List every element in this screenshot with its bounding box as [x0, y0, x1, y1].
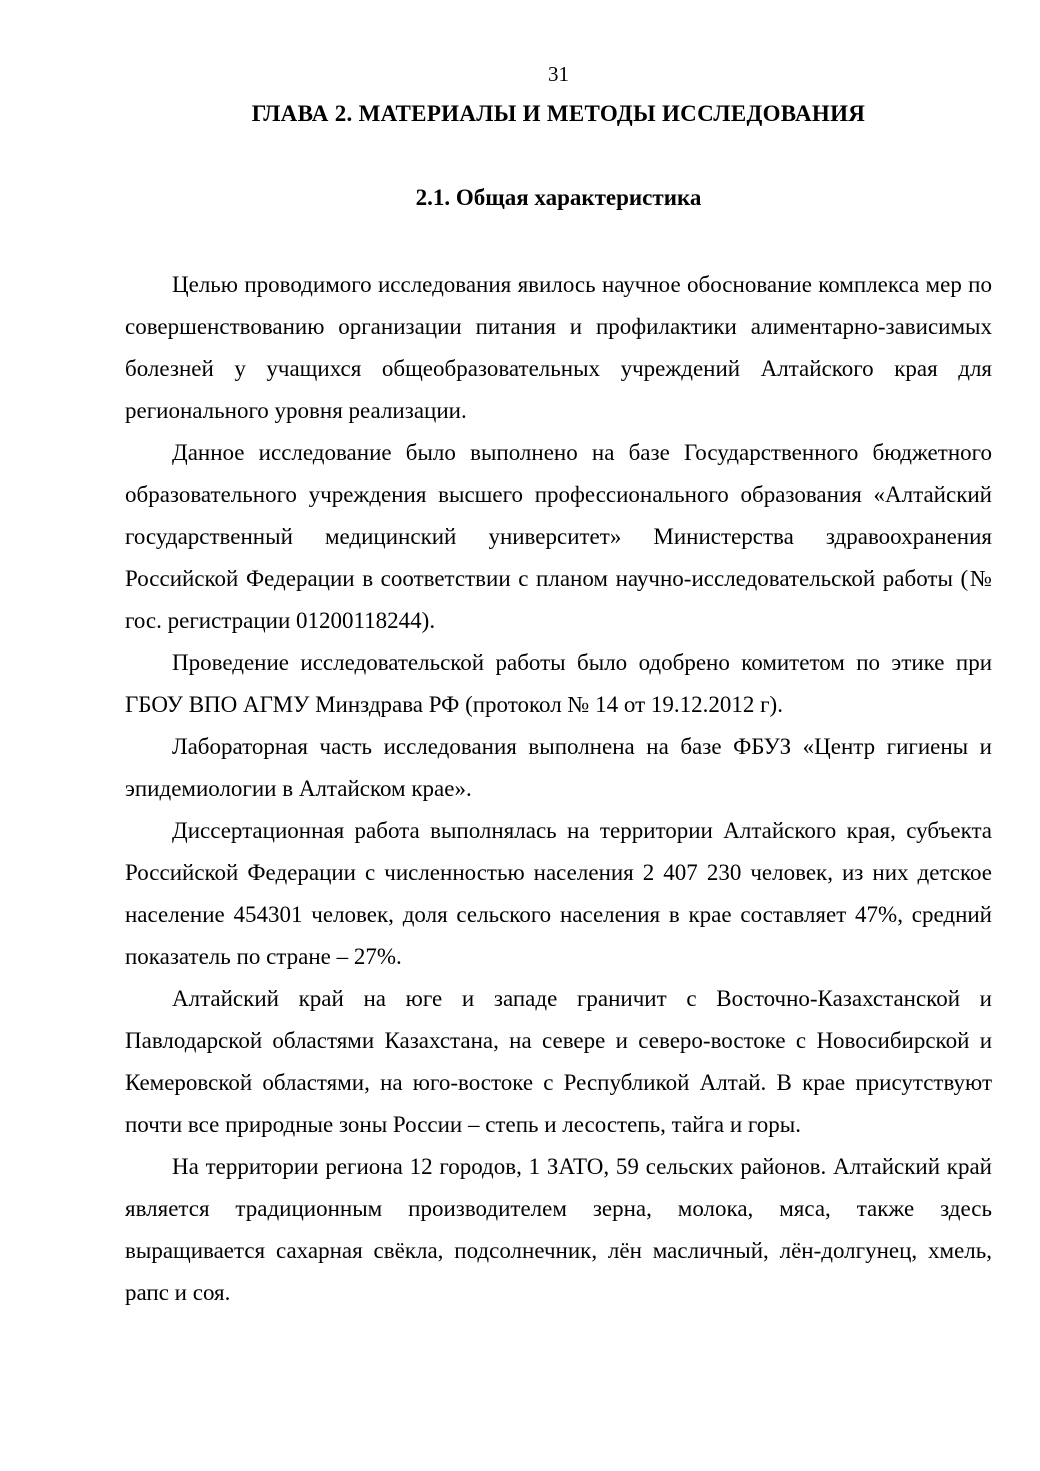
paragraph-borders: Алтайский край на юге и западе граничит с Восточно-Казахстанской и Павлодарской областями Казахстана, на севере и северо-востоке с Новосибирской и Кемеровской областями, на юго-востоке с Республикой Алтай. В крае присутствуют почти все природные зоны России – степь и лесостепь, тайга и горы.	[125, 986, 992, 1137]
paragraph-research-goal: Целью проводимого исследования явилось научное обоснование комплекса мер по совершенствованию организации питания и профилактики алиментарно-зависимых болезней у учащихся общеобразовательных учреждений Алтайского края для регионального уровня реализации.	[125, 272, 992, 423]
paragraph-territory: Диссертационная работа выполнялась на территории Алтайского края, субъекта Российской Федерации с численностью населения 2 407 230 человек, из них детское население 454301 человек, доля сельского населения в крае составляет 47%, средний показатель по стране – 27%.	[125, 818, 992, 969]
section-title: 2.1. Общая характеристика	[415, 185, 702, 210]
page-number: 31	[548, 62, 569, 86]
chapter-title: ГЛАВА 2. МАТЕРИАЛЫ И МЕТОДЫ ИССЛЕДОВАНИЯ	[251, 101, 866, 126]
paragraph-ethics-approval: Проведение исследовательской работы было одобрено комитетом по этике при ГБОУ ВПО АГМУ Минздрава РФ (протокол № 14 от 19.12.2012 г).	[125, 650, 992, 717]
paragraph-economy: На территории региона 12 городов, 1 ЗАТО, 59 сельских районов. Алтайский край является традиционным производителем зерна, молока, мяса, также здесь выращивается сахарная свёкла, подсолнечник, лён масличный, лён-долгунец, хмель, рапс и соя.	[125, 1154, 992, 1305]
paragraph-research-base: Данное исследование было выполнено на базе Государственного бюджетного образовательного учреждения высшего профессионального образования «Алтайский государственный медицинский университет» Министерства здравоохранения Российской Федерации в соответствии с планом научно-исследовательской работы (№ гос. регистрации 01200118244).	[125, 440, 992, 633]
paragraph-laboratory: Лабораторная часть исследования выполнена на базе ФБУЗ «Центр гигиены и эпидемиологии в Алтайском крае».	[125, 734, 992, 801]
body-text	[125, 264, 992, 1314]
